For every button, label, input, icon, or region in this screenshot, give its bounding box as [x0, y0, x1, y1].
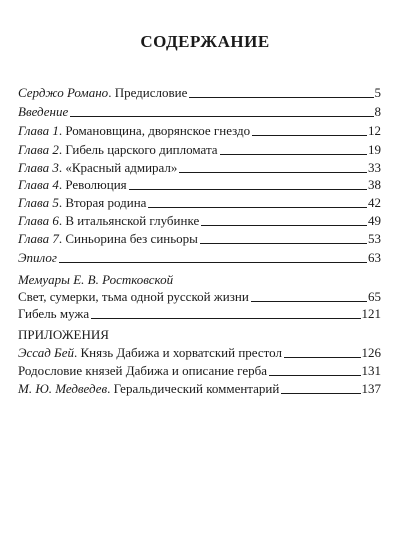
entry-title: . В итальянской глубинке [58, 213, 200, 228]
dot-leader [220, 154, 367, 155]
toc-entry [18, 177, 381, 193]
entry-page: 5 [374, 85, 381, 100]
entry-page: 42 [368, 195, 381, 210]
entry-author: Эссад Бей [18, 345, 74, 360]
entry-title: . Предисловие [108, 85, 188, 100]
entry-title: . Гибель царского дипломата [58, 142, 218, 157]
chapter-number: Глава 7 [18, 231, 59, 246]
dot-leader [59, 262, 367, 263]
toc-entry [18, 104, 381, 120]
entry-page: 137 [361, 381, 381, 396]
entry-page: 19 [368, 142, 381, 157]
chapter-number: Глава 2 [18, 142, 59, 157]
dot-leader [281, 393, 360, 394]
entry-page: 65 [368, 289, 381, 304]
entry-title: Гибель мужа [18, 306, 90, 321]
entry-page: 49 [368, 213, 381, 228]
entry-author: Серджо Романо [18, 85, 109, 100]
entry-title: . Вторая родина [58, 195, 147, 210]
toc-entry [18, 381, 381, 397]
dot-leader [189, 97, 373, 98]
entry-page: 53 [368, 231, 381, 246]
page-title: СОДЕРЖАНИЕ [140, 32, 270, 51]
dot-leader [129, 189, 367, 190]
entry-title: Родословие князей Дабижа и описание герба [18, 363, 267, 378]
entry-title: Эпилог [18, 250, 57, 265]
toc-entry [18, 142, 381, 158]
dot-leader [91, 318, 360, 319]
chapter-number: Глава 4 [18, 177, 59, 192]
toc-entry [18, 85, 381, 101]
toc-entry [18, 195, 381, 211]
chapter-number: Глава 5 [18, 195, 59, 210]
entry-title: . Синьорина без синьоры [58, 231, 198, 246]
entry-page: 126 [361, 345, 381, 360]
toc-entry [18, 123, 381, 139]
entry-title: . Князь Дабижа и хорватский престол [73, 345, 282, 360]
dot-leader [200, 243, 367, 244]
dot-leader [201, 225, 367, 226]
chapter-number: Глава 1 [18, 123, 59, 138]
appendix-heading: ПРИЛОЖЕНИЯ [18, 327, 109, 342]
entry-page: 33 [368, 160, 381, 175]
dot-leader [251, 301, 367, 302]
entry-title: . Романовщина, дворянское гнездо [58, 123, 251, 138]
entry-title: . «Красный адмирал» [58, 160, 178, 175]
toc-entry [18, 160, 381, 176]
dot-leader [284, 357, 361, 358]
memoirs-heading: Мемуары Е. В. Ростковской [18, 272, 174, 287]
toc-entry [18, 306, 381, 322]
toc-entry [18, 213, 381, 229]
chapter-number: Глава 6 [18, 213, 59, 228]
entry-page: 63 [368, 250, 381, 265]
dot-leader [70, 116, 373, 117]
entry-author: М. Ю. Медведев [18, 381, 108, 396]
dot-leader [179, 172, 367, 173]
entry-title: . Революция [58, 177, 127, 192]
entry-page: 121 [361, 306, 381, 321]
entry-title: Свет, сумерки, тьма одной русской жизни [18, 289, 249, 304]
dot-leader [148, 207, 367, 208]
toc-entry [18, 289, 381, 305]
entry-page: 38 [368, 177, 381, 192]
toc-entry [18, 363, 381, 379]
entry-page: 12 [368, 123, 381, 138]
dot-leader [252, 135, 367, 136]
entry-page: 131 [361, 363, 381, 378]
entry-title: Введение [18, 104, 69, 119]
entry-title: . Геральдический комментарий [107, 381, 280, 396]
chapter-number: Глава 3 [18, 160, 59, 175]
toc-entry [18, 250, 381, 266]
entry-page: 8 [374, 104, 381, 119]
toc-entry [18, 345, 381, 361]
toc-entry [18, 231, 381, 247]
dot-leader [269, 375, 361, 376]
